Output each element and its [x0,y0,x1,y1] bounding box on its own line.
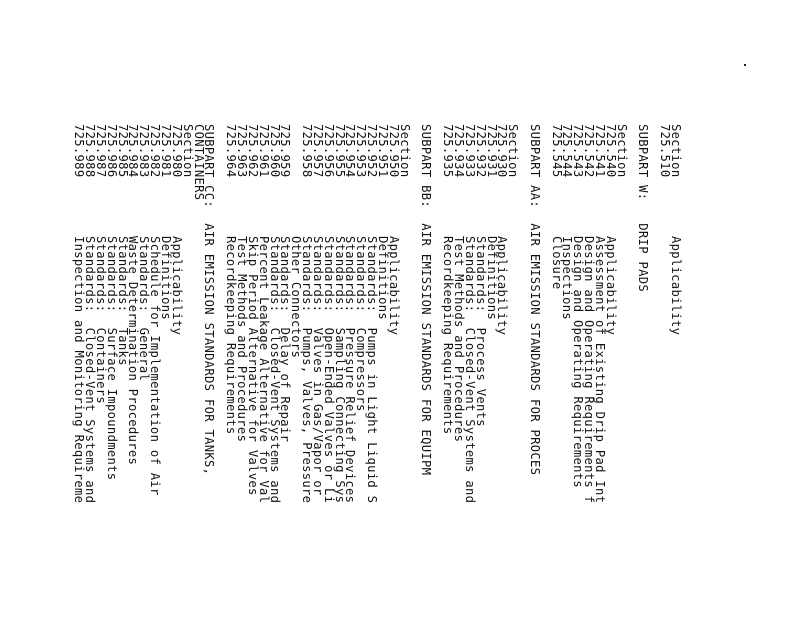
section-number: 725.962 [245,124,260,178]
section-number: Section [506,124,521,178]
section-title: Standards: Open-Ended Valves or Li [321,236,336,504]
section-number: 725.932 [473,124,488,178]
section-number: 725.955 [332,124,347,178]
section-title: Standards: Process Vents [473,236,488,427]
section-title: Schedule for Implementation of Air [148,236,163,496]
section-number: 725.964 [224,124,239,178]
section-title: Closure [549,236,564,290]
section-number: 725.986 [104,124,119,178]
section-title: Standards: Surface Impoundments [104,236,119,481]
section-number: 725.545 [549,124,564,178]
section-number: 725.544 [560,124,575,178]
section-title: Standards: Closed-Vent Systems and [267,236,282,504]
section-title: Standards: Pumps, Valves, Pressure [300,236,315,504]
section-number: 725.960 [267,124,282,178]
section-title: Assessment of Existing Drip Pad Int [593,236,608,504]
section-number: 725.542 [582,124,597,178]
section-title: Standards: Delay of Repair [278,236,293,443]
section-title: Applicability [603,236,618,336]
subpart-heading-text: SUBPART AA: AIR EMISSION STANDARDS FOR PROCES [527,124,542,476]
section-number: 725.954 [343,124,358,178]
section-title: Standards: Tanks [115,236,130,366]
section-number: 725.931 [484,124,499,178]
section-number: 725.958 [300,124,315,178]
section-number: 725.961 [256,124,271,178]
section-number: 725.987 [93,124,108,178]
section-title: Standards: Pressure Relief Devices [343,236,358,504]
subpart-heading-text: SUBPART CC: AIR EMISSION STANDARDS FOR TANKS, [202,124,217,476]
section-number: 725.950 [386,124,401,178]
subpart-heading-text: SUBPART BB: AIR EMISSION STANDARDS FOR EQUIPM [419,124,434,476]
section-title: Standards: Containers [93,236,108,405]
section-title: Standards: Compressors [354,236,369,412]
section-title: Standards: Closed-Vent Systems and [83,236,98,504]
section-number: 725.963 [235,124,249,178]
section-number: 725.934 [452,124,466,178]
section-title: Definitions [159,236,174,321]
section-number: Section [669,124,683,178]
section-title: Definitions [484,236,499,321]
section-title: Other Connectors [289,236,304,359]
section-title: Inspections [560,236,575,321]
section-title: Percent Leakage Alternative for Val [256,236,271,504]
subpart-heading-text: CONTAINERS [191,124,206,201]
section-title: Test Methods and Procedures [452,236,466,443]
section-title: Standards: Sampling Connecting Sys [332,236,347,504]
section-number: 725.988 [83,124,98,178]
section-title: Applicability [386,236,401,336]
section-title: Applicability [669,236,683,336]
section-title: Waste Determination Procedures [126,236,141,466]
section-title: Standards: Closed-Vent Systems and [462,236,477,504]
section-number: 725.953 [354,124,369,178]
section-number: Section [397,124,412,178]
section-title: Standards: Valves in Gas/Vapor or [310,236,325,496]
section-number: 725.540 [603,124,618,178]
section-number: 725.510 [658,124,673,178]
section-number: 725.957 [310,124,325,178]
section-number: 725.543 [571,124,586,178]
section-title: Design and Operating Requirements [571,236,586,489]
section-title: Definitions [376,236,391,321]
section-title: Recordkeeping Requirements [441,236,456,435]
section-number: 725.956 [321,124,336,178]
section-number: 725.983 [137,124,152,178]
section-number: Section [614,124,629,178]
section-title: Design and Operating Requirements f [582,236,597,504]
section-title: Skip Period Alternative for Valves [245,236,260,496]
section-title: Applicability [495,236,510,336]
section-number: 725.980 [169,124,184,178]
section-number: 725.951 [376,124,391,178]
rotated-text-block [72,124,683,618]
subpart-heading-text: SUBPART W: DRIP PADS [636,124,651,293]
section-number: 725.989 [72,124,87,178]
section-title: Standards: Pumps in Light Liquid S [365,236,380,504]
section-number: 725.933 [462,124,477,178]
section-title: Applicability [169,236,184,336]
section-title: Test Methods and Procedures [235,236,249,443]
section-number: Section [180,124,195,178]
table-of-contents [72,124,683,618]
scan-speck [744,64,746,66]
section-number: 725.952 [365,124,380,178]
section-number: 725.985 [115,124,130,178]
section-number: 725.982 [148,124,163,178]
section-number: 725.930 [495,124,510,178]
section-number: 725.935 [441,124,456,178]
section-number: 725.981 [159,124,174,178]
section-title: Inspection and Monitoring Requireme [72,236,87,504]
section-number: 725.959 [278,124,293,178]
section-title: Standards: General [137,236,152,382]
section-title: Recordkeeping Requirements [224,236,239,435]
section-number: 725.541 [593,124,608,178]
section-number: 725.984 [126,124,141,178]
